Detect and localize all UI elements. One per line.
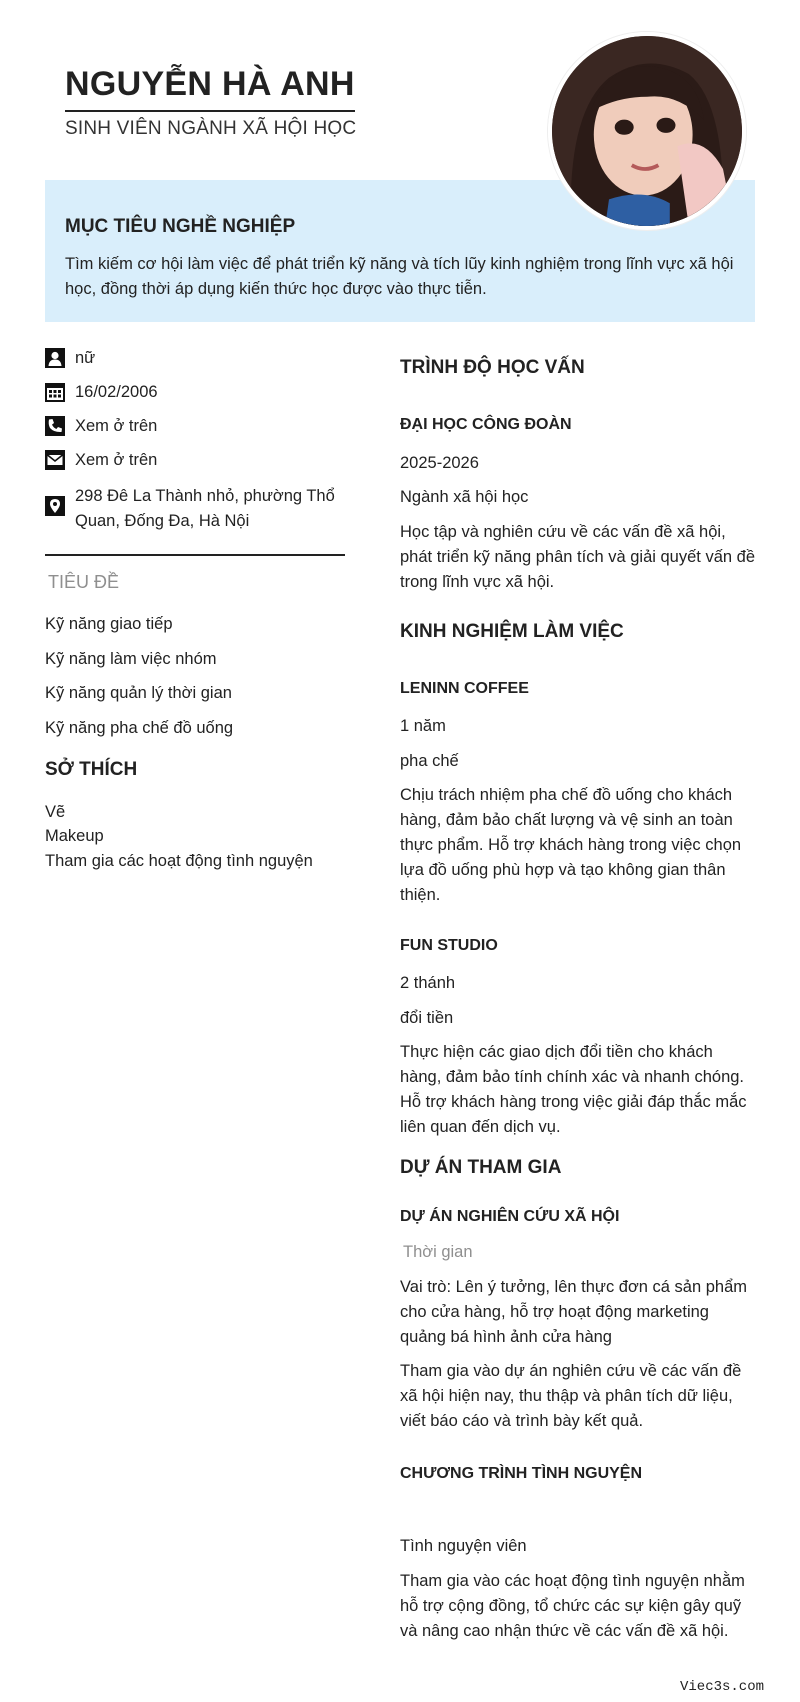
job-period: 1 năm <box>400 717 446 735</box>
project-role: Tình nguyện viên <box>400 1537 527 1555</box>
candidate-name: NGUYỄN HÀ ANH <box>65 64 355 112</box>
project-name: DỰ ÁN NGHIÊN CỨU XÃ HỘI <box>400 1208 620 1225</box>
mail-icon <box>45 450 65 470</box>
birthday-value: 16/02/2006 <box>75 383 158 401</box>
person-icon <box>45 348 65 368</box>
project-role: Vai trò: Lên ý tưởng, lên thực đơn cá sản phẩm cho cửa hàng, hỗ trợ hoạt động marketing quảng bá hình ảnh cửa hàng <box>400 1278 748 1346</box>
project-time: Thời gian <box>403 1243 473 1261</box>
job-company: LENINN COFFEE <box>400 680 529 697</box>
calendar-icon <box>45 382 65 402</box>
hobby-item: Tham gia các hoạt động tình nguyện <box>45 852 313 870</box>
job-position: đổi tiền <box>400 1009 454 1027</box>
hobbies-title: SỞ THÍCH <box>45 759 138 780</box>
phone-icon <box>45 416 65 436</box>
skill-item: Kỹ năng pha chế đồ uống <box>45 719 234 737</box>
objective-title: MỤC TIÊU NGHỀ NGHIỆP <box>65 216 296 237</box>
education-school: ĐẠI HỌC CÔNG ĐOÀN <box>400 416 572 433</box>
education-description: Học tập và nghiên cứu về các vấn đề xã hội, phát triển kỹ năng phân tích và giải quyết vấn đề trong lĩnh vực xã hội. <box>400 523 755 591</box>
email-value: Xem ở trên <box>75 451 158 469</box>
project-description: Tham gia vào các hoạt động tình nguyện nhằm hỗ trợ cộng đồng, tổ chức các sự kiện gây quỹ và nâng cao nhận thức về các vấn đề xã hội. <box>400 1572 745 1640</box>
job-position: pha chế <box>400 752 459 770</box>
contact-phone <box>45 414 345 439</box>
contact-birthday <box>45 380 345 405</box>
left-divider <box>45 554 345 556</box>
job-description: Chịu trách nhiệm pha chế đồ uống cho khách hàng, đảm bảo chất lượng và vệ sinh an toàn thực phẩm. Hỗ trợ khách hàng trong việc chọn lựa đồ uống phù hợp và tạo không gian thân thiện. <box>400 786 742 904</box>
watermark: Viec3s.com <box>679 1679 764 1695</box>
job-description: Thực hiện các giao dịch đổi tiền cho khách hàng, đảm bảo tính chính xác và nhanh chóng. Hỗ trợ khách hàng trong việc giải đáp thắc mắc liên quan đến dịch vụ. <box>400 1043 747 1136</box>
job-company: FUN STUDIO <box>400 937 498 954</box>
address-value: 298 Đê La Thành nhỏ, phường Thổ Quan, Đống Đa, Hà Nội <box>75 487 335 530</box>
projects-title: DỰ ÁN THAM GIA <box>400 1157 562 1178</box>
skill-item: Kỹ năng làm việc nhóm <box>45 650 217 668</box>
project-description: Tham gia vào dự án nghiên cứu về các vấn đề xã hội hiện nay, thu thập và phân tích dữ liệu, viết báo cáo và trình bày kết quả. <box>400 1362 742 1430</box>
candidate-title: SINH VIÊN NGÀNH XÃ HỘI HỌC <box>65 118 357 139</box>
education-major: Ngành xã hội học <box>400 488 529 506</box>
hobby-item: Makeup <box>45 827 104 845</box>
phone-value: Xem ở trên <box>75 417 158 435</box>
avatar <box>548 32 746 230</box>
education-title: TRÌNH ĐỘ HỌC VẤN <box>400 357 585 378</box>
contact-email <box>45 448 345 473</box>
hobby-item: Vẽ <box>45 803 66 821</box>
skills-title: TIÊU ĐỀ <box>48 572 120 592</box>
gender-value: nữ <box>75 349 96 367</box>
objective-text: Tìm kiếm cơ hội làm việc để phát triển kỹ năng và tích lũy kinh nghiệm trong lĩnh vực xã hội học, đồng thời áp dụng kiến thức học được vào thực tiễn. <box>65 255 734 298</box>
contact-address <box>45 484 345 534</box>
contact-gender <box>45 346 345 371</box>
skill-item: Kỹ năng giao tiếp <box>45 615 173 633</box>
education-period: 2025-2026 <box>400 454 479 472</box>
project-name: CHƯƠNG TRÌNH TÌNH NGUYỆN <box>400 1465 643 1482</box>
location-pin-icon <box>45 496 65 516</box>
job-period: 2 thánh <box>400 974 456 992</box>
experience-title: KINH NGHIỆM LÀM VIỆC <box>400 621 624 642</box>
skill-item: Kỹ năng quản lý thời gian <box>45 684 232 702</box>
